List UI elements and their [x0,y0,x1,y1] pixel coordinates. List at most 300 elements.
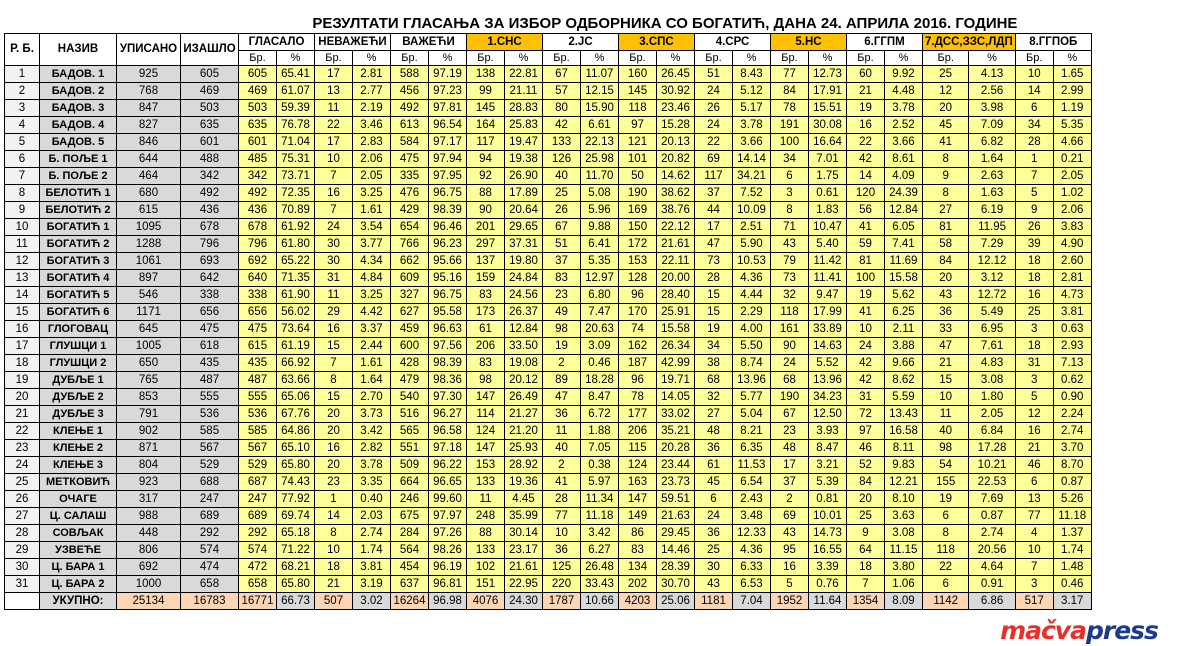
value-cell: 18 [1015,253,1053,270]
value-cell: 475 [391,151,429,168]
value-cell: 1.74 [1053,542,1091,559]
header-group: 3.СПС [619,34,695,51]
value-cell: 21.20 [505,423,543,440]
value-cell: 1.83 [809,202,847,219]
value-cell: 26 [1015,219,1053,236]
value-cell: 469 [239,83,277,100]
value-cell: 2.99 [1053,83,1091,100]
value-cell: 635 [239,117,277,134]
table-row [5,236,1092,253]
value-cell: 335 [391,168,429,185]
value-cell: 0.61 [809,185,847,202]
value-cell: 338 [239,287,277,304]
value-cell: 20.28 [657,440,695,457]
value-cell: 0.38 [581,457,619,474]
value-cell: 120 [847,185,885,202]
polling-station-name: Ц. БАРА 2 [40,576,117,593]
value-cell: 6 [923,576,969,593]
value-cell: 5.49 [969,304,1015,321]
registered-cell: 546 [117,287,181,304]
value-cell: 37 [695,185,733,202]
registered-cell: 692 [117,559,181,576]
value-cell: 3.78 [733,117,771,134]
value-cell: 15 [315,389,353,406]
value-cell: 605 [239,66,277,83]
value-cell: 41 [847,304,885,321]
value-cell: 95.16 [429,270,467,287]
value-cell: 4.42 [353,304,391,321]
total-cell: 507 [315,593,353,610]
value-cell: 19 [923,491,969,508]
value-cell: 33.89 [809,321,847,338]
registered-cell: 871 [117,440,181,457]
value-cell: 41 [847,219,885,236]
value-cell: 19.36 [505,474,543,491]
turnout-cell: 469 [181,83,239,100]
value-cell: 24 [315,219,353,236]
value-cell: 98.39 [429,202,467,219]
value-cell: 96 [619,372,657,389]
value-cell: 98 [923,440,969,457]
value-cell: 128 [619,270,657,287]
registered-cell: 448 [117,525,181,542]
registered-cell: 615 [117,202,181,219]
value-cell: 151 [467,576,505,593]
value-cell: 1.61 [353,202,391,219]
value-cell: 342 [239,168,277,185]
value-cell: 25 [847,508,885,525]
registered-cell: 827 [117,117,181,134]
value-cell: 2.93 [1053,338,1091,355]
value-cell: 11.95 [969,219,1015,236]
value-cell: 161 [771,321,809,338]
row-number: 31 [5,576,40,593]
value-cell: 10 [315,542,353,559]
value-cell: 14 [847,168,885,185]
value-cell: 7 [1015,559,1053,576]
value-cell: 8 [923,185,969,202]
row-number: 15 [5,304,40,321]
value-cell: 429 [391,202,429,219]
value-cell: 3.81 [353,559,391,576]
row-number: 8 [5,185,40,202]
turnout-cell: 688 [181,474,239,491]
value-cell: 503 [239,100,277,117]
value-cell: 12.33 [733,525,771,542]
value-cell: 6 [695,491,733,508]
polling-station-name: Б. ПОЉЕ 1 [40,151,117,168]
value-cell: 15 [923,372,969,389]
value-cell: 52 [847,457,885,474]
results-table [4,14,1092,610]
value-cell: 61.90 [277,287,315,304]
polling-station-name: БАДОВ. 2 [40,83,117,100]
value-cell: 2.63 [969,168,1015,185]
value-cell: 61.19 [277,338,315,355]
value-cell: 2.11 [885,321,923,338]
value-cell: 3.46 [353,117,391,134]
value-cell: 77 [771,66,809,83]
polling-station-name: ДУБЉЕ 2 [40,389,117,406]
value-cell: 83 [467,287,505,304]
value-cell: 5.40 [809,236,847,253]
value-cell: 24.84 [505,270,543,287]
value-cell: 555 [239,389,277,406]
value-cell: 40 [543,440,581,457]
value-cell: 23.73 [657,474,695,491]
value-cell: 170 [619,304,657,321]
value-cell: 101 [619,151,657,168]
value-cell: 78 [619,389,657,406]
value-cell: 77.92 [277,491,315,508]
value-cell: 20 [315,406,353,423]
value-cell: 9 [847,525,885,542]
value-cell: 5 [1015,185,1053,202]
value-cell: 25.98 [581,151,619,168]
total-cell: 1142 [923,593,969,610]
value-cell: 19.80 [505,253,543,270]
table-row [5,202,1092,219]
value-cell: 4.73 [1053,287,1091,304]
value-cell: 117 [467,134,505,151]
value-cell: 3 [1015,321,1053,338]
turnout-cell: 488 [181,151,239,168]
value-cell: 97.81 [429,100,467,117]
value-cell: 191 [771,117,809,134]
value-cell: 147 [467,440,505,457]
value-cell: 7 [315,202,353,219]
subheader-pct: % [429,51,467,66]
value-cell: 46 [1015,457,1053,474]
row-number: 26 [5,491,40,508]
table-row [5,134,1092,151]
value-cell: 3.37 [353,321,391,338]
value-cell: 19 [847,287,885,304]
value-cell: 16 [1015,423,1053,440]
value-cell: 65.80 [277,457,315,474]
value-cell: 96.27 [429,406,467,423]
value-cell: 26.45 [657,66,695,83]
polling-station-name: КЛЕЊЕ 1 [40,423,117,440]
value-cell: 0.87 [1053,474,1091,491]
value-cell: 100 [771,134,809,151]
value-cell: 96.75 [429,185,467,202]
value-cell: 9.88 [581,219,619,236]
value-cell: 11.53 [733,457,771,474]
turnout-cell: 292 [181,525,239,542]
row-number: 1 [5,66,40,83]
value-cell: 551 [391,440,429,457]
value-cell: 456 [391,83,429,100]
value-cell: 8.47 [809,440,847,457]
value-cell: 5.52 [809,355,847,372]
value-cell: 2.77 [353,83,391,100]
value-cell: 6.80 [581,287,619,304]
value-cell: 5.08 [581,185,619,202]
value-cell: 26.34 [657,338,695,355]
value-cell: 15 [695,287,733,304]
subheader-br: Бр. [239,51,277,66]
value-cell: 67 [543,219,581,236]
value-cell: 16 [771,559,809,576]
value-cell: 5.39 [809,474,847,491]
turnout-cell: 689 [181,508,239,525]
row-number: 21 [5,406,40,423]
polling-station-name: БОГАТИЋ 4 [40,270,117,287]
value-cell: 74.43 [277,474,315,491]
turnout-cell: 503 [181,100,239,117]
value-cell: 30.08 [809,117,847,134]
value-cell: 58 [923,236,969,253]
polling-station-name: БОГАТИЋ 3 [40,253,117,270]
value-cell: 114 [467,406,505,423]
value-cell: 1.80 [969,389,1015,406]
value-cell: 206 [467,338,505,355]
value-cell: 247 [239,491,277,508]
value-cell: 71.22 [277,542,315,559]
value-cell: 7.01 [809,151,847,168]
value-cell: 485 [239,151,277,168]
value-cell: 66.92 [277,355,315,372]
value-cell: 124 [467,423,505,440]
value-cell: 43 [771,236,809,253]
value-cell: 600 [391,338,429,355]
subheader-br: Бр. [1015,51,1053,66]
registered-cell: 1288 [117,236,181,253]
value-cell: 1.74 [353,542,391,559]
value-cell: 11.70 [581,168,619,185]
value-cell: 65.22 [277,253,315,270]
value-cell: 67 [543,66,581,83]
value-cell: 28.92 [505,457,543,474]
value-cell: 15 [695,304,733,321]
value-cell: 654 [391,219,429,236]
value-cell: 30 [315,253,353,270]
value-cell: 0.40 [353,491,391,508]
value-cell: 6 [1015,100,1053,117]
row-number: 11 [5,236,40,253]
value-cell: 476 [391,185,429,202]
value-cell: 3 [1015,576,1053,593]
value-cell: 26.37 [505,304,543,321]
value-cell: 692 [239,253,277,270]
row-number: 14 [5,287,40,304]
subheader-br: Бр. [543,51,581,66]
value-cell: 21 [923,355,969,372]
subheader-br: Бр. [695,51,733,66]
value-cell: 172 [619,236,657,253]
value-cell: 17.99 [809,304,847,321]
value-cell: 42 [847,151,885,168]
value-cell: 61 [467,321,505,338]
polling-station-name: КЛЕЊЕ 3 [40,457,117,474]
value-cell: 5.97 [581,474,619,491]
value-cell: 133 [467,542,505,559]
value-cell: 17 [771,457,809,474]
value-cell: 18 [1015,338,1053,355]
value-cell: 5 [771,576,809,593]
row-number: 25 [5,474,40,491]
value-cell: 73 [771,270,809,287]
value-cell: 5.12 [733,83,771,100]
value-cell: 22.13 [581,134,619,151]
total-label: УКУПНО: [40,593,117,610]
value-cell: 133 [467,474,505,491]
value-cell: 68 [771,372,809,389]
value-cell: 8 [315,372,353,389]
value-cell: 37 [543,253,581,270]
value-cell: 4.44 [733,287,771,304]
value-cell: 20 [315,423,353,440]
value-cell: 1.19 [1053,100,1091,117]
value-cell: 588 [391,66,429,83]
value-cell: 22.95 [505,576,543,593]
value-cell: 71.04 [277,134,315,151]
value-cell: 21.61 [657,236,695,253]
header-group: 7.ДСС,ЗЗС,ЛДП [923,34,1016,51]
value-cell: 640 [239,270,277,287]
value-cell: 664 [391,474,429,491]
registered-cell: 902 [117,423,181,440]
value-cell: 3.78 [885,100,923,117]
value-cell: 2.70 [353,389,391,406]
value-cell: 124 [619,457,657,474]
value-cell: 678 [239,219,277,236]
value-cell: 10 [1015,542,1053,559]
value-cell: 64.86 [277,423,315,440]
value-cell: 97.97 [429,508,467,525]
value-cell: 3.81 [1053,304,1091,321]
value-cell: 12.73 [809,66,847,83]
value-cell: 428 [391,355,429,372]
value-cell: 8.21 [733,423,771,440]
value-cell: 25.83 [505,117,543,134]
value-cell: 3.70 [1053,440,1091,457]
value-cell: 25 [543,185,581,202]
value-cell: 3.88 [885,338,923,355]
value-cell: 22 [923,559,969,576]
value-cell: 35.99 [505,508,543,525]
registered-cell: 846 [117,134,181,151]
value-cell: 75.31 [277,151,315,168]
value-cell: 6 [923,508,969,525]
value-cell: 3.80 [885,559,923,576]
value-cell: 25.91 [657,304,695,321]
header-rb: Р. Б. [5,34,40,66]
value-cell: 7 [315,355,353,372]
value-cell: 2.56 [969,83,1015,100]
value-cell: 69.74 [277,508,315,525]
total-blank [5,593,40,610]
value-cell: 12.21 [885,474,923,491]
value-cell: 6 [771,168,809,185]
value-cell: 2 [543,457,581,474]
value-cell: 34.21 [733,168,771,185]
value-cell: 33.02 [657,406,695,423]
value-cell: 37 [771,474,809,491]
value-cell: 79 [771,253,809,270]
value-cell: 51 [543,236,581,253]
value-cell: 73.71 [277,168,315,185]
value-cell: 77 [1015,508,1053,525]
value-cell: 162 [619,338,657,355]
value-cell: 2.19 [353,100,391,117]
value-cell: 74 [619,321,657,338]
value-cell: 61.80 [277,236,315,253]
table-row [5,542,1092,559]
value-cell: 9.83 [885,457,923,474]
value-cell: 26.90 [505,168,543,185]
value-cell: 11 [467,491,505,508]
turnout-cell: 693 [181,253,239,270]
value-cell: 492 [391,100,429,117]
value-cell: 16 [315,321,353,338]
polling-station-name: КЛЕЊЕ 2 [40,440,117,457]
value-cell: 0.62 [1053,372,1091,389]
value-cell: 76.78 [277,117,315,134]
value-cell: 6.84 [969,423,1015,440]
value-cell: 96.65 [429,474,467,491]
value-cell: 766 [391,236,429,253]
value-cell: 36 [695,525,733,542]
value-cell: 9.66 [885,355,923,372]
value-cell: 13 [1015,491,1053,508]
value-cell: 13.96 [809,372,847,389]
registered-cell: 925 [117,66,181,83]
value-cell: 18 [1015,270,1053,287]
value-cell: 20.63 [581,321,619,338]
value-cell: 96 [619,287,657,304]
value-cell: 27 [923,202,969,219]
total-cell: 24.30 [505,593,543,610]
value-cell: 10 [315,151,353,168]
value-cell: 10.21 [969,457,1015,474]
value-cell: 6.72 [581,406,619,423]
table-row [5,440,1092,457]
value-cell: 5.35 [581,253,619,270]
value-cell: 2.51 [733,219,771,236]
value-cell: 47 [695,236,733,253]
subheader-pct: % [353,51,391,66]
value-cell: 99.60 [429,491,467,508]
turnout-cell: 796 [181,236,239,253]
value-cell: 5.96 [581,202,619,219]
total-cell: 25134 [117,593,181,610]
value-cell: 487 [239,372,277,389]
value-cell: 23.17 [505,542,543,559]
value-cell: 59 [847,236,885,253]
total-cell: 25.06 [657,593,695,610]
value-cell: 5.26 [1053,491,1091,508]
value-cell: 96.22 [429,457,467,474]
value-cell: 22 [695,134,733,151]
subheader-pct: % [885,51,923,66]
value-cell: 3.19 [353,576,391,593]
polling-station-name: Ц. БАРА 1 [40,559,117,576]
value-cell: 3.54 [353,219,391,236]
registered-cell: 1171 [117,304,181,321]
value-cell: 46 [847,440,885,457]
value-cell: 516 [391,406,429,423]
value-cell: 21.63 [657,508,695,525]
row-number: 28 [5,525,40,542]
value-cell: 150 [619,219,657,236]
polling-station-name: ГЛОГОВАЦ [40,321,117,338]
value-cell: 37.31 [505,236,543,253]
value-cell: 61 [695,457,733,474]
value-cell: 61.92 [277,219,315,236]
value-cell: 20.00 [657,270,695,287]
